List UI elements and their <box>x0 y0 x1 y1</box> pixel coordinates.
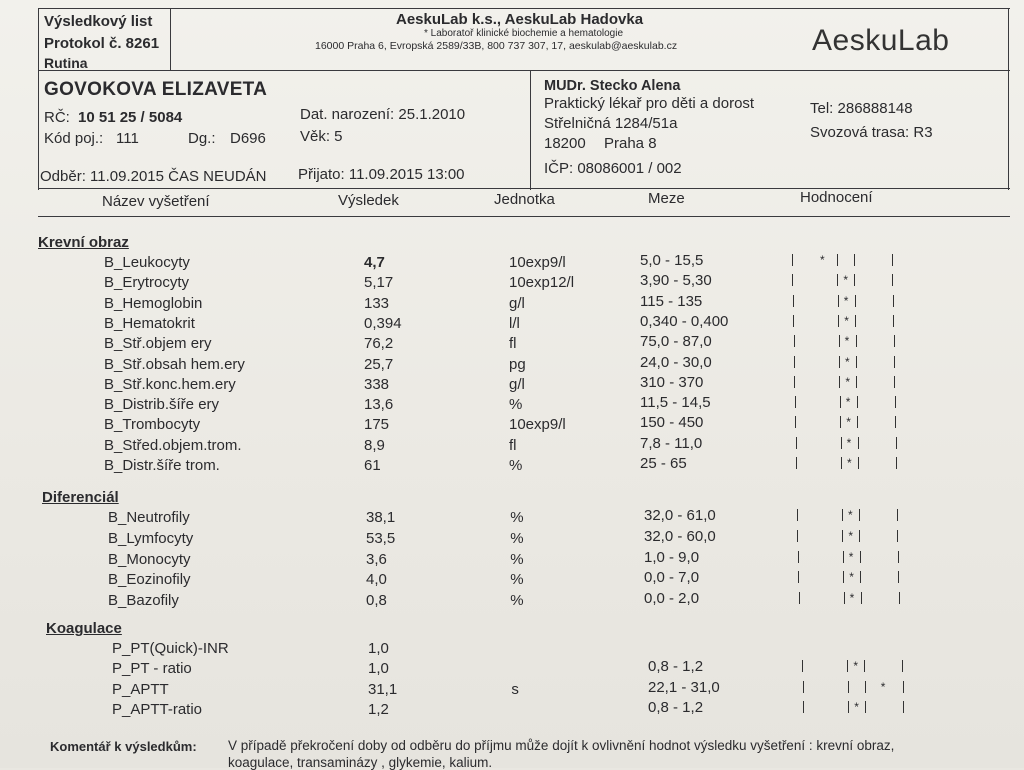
test-name: B_Monocyty <box>108 550 191 568</box>
test-name: B_Stř.objem ery <box>104 335 212 353</box>
eval-interval-tick <box>840 416 841 428</box>
doctor-city: Praha 8 <box>604 135 657 152</box>
lab-subtitle: * Laboratoř klinické biochemie a hematologie <box>424 28 624 39</box>
eval-interval-tick <box>799 592 800 604</box>
eval-interval-tick <box>893 315 894 327</box>
eval-interval-tick <box>797 509 798 521</box>
eval-interval-tick <box>898 551 899 563</box>
eval-interval-tick <box>843 551 844 563</box>
test-result: 53,5 <box>366 529 396 547</box>
test-unit: g/l <box>509 375 525 393</box>
eval-interval-tick <box>839 356 840 368</box>
eval-interval-tick <box>859 509 860 521</box>
header-right-border <box>1008 8 1009 190</box>
doctor-specialty: Praktický lékař pro děti a dorost <box>544 95 755 112</box>
test-name: B_Distr.šíře trom. <box>104 457 220 474</box>
eval-interval-tick <box>848 681 849 693</box>
header-mid-rule <box>38 70 1010 71</box>
column-header-name: Název vyšetření <box>102 193 210 210</box>
patient-name: GOVOKOVA ELIZAVETA <box>44 79 268 100</box>
test-result: 3,6 <box>366 550 387 568</box>
eval-interval-tick <box>903 701 904 713</box>
eval-interval-tick <box>792 254 793 266</box>
test-result: 38,1 <box>366 509 396 526</box>
test-unit: pg <box>509 355 526 373</box>
eval-interval-tick <box>795 396 796 408</box>
eval-marker-normal: * <box>845 354 850 369</box>
header-left-border <box>38 8 39 190</box>
eval-interval-tick <box>796 437 797 449</box>
doctor-phone: Tel: 286888148 <box>810 100 913 117</box>
eval-interval-tick <box>844 592 845 604</box>
eval-interval-tick <box>842 530 843 542</box>
rc-value: 10 51 25 / 5084 <box>78 109 183 126</box>
eval-interval-tick <box>839 335 840 347</box>
eval-marker-normal: * <box>849 570 854 585</box>
test-unit: % <box>509 457 523 474</box>
diagnosis-label: Dg.: <box>188 130 216 147</box>
section-title: Krevní obraz <box>38 234 129 251</box>
eval-interval-tick <box>897 530 898 542</box>
eval-marker-above: * <box>880 679 886 694</box>
test-result: 5,17 <box>364 274 394 292</box>
test-name: B_Trombocyty <box>104 416 201 434</box>
eval-interval-tick <box>794 356 795 368</box>
column-header-result: Výsledek <box>338 192 399 209</box>
test-unit: 10exp9/l <box>509 254 566 271</box>
test-name: P_APTT-ratio <box>112 701 203 719</box>
eval-marker-normal: * <box>853 659 859 674</box>
test-name: B_Eozinofily <box>108 571 191 589</box>
header-top-rule <box>38 8 1010 9</box>
test-name: B_Stř.obsah hem.ery <box>104 355 245 373</box>
eval-interval-tick <box>840 396 841 408</box>
eval-marker-normal: * <box>849 591 855 606</box>
eval-interval-tick <box>902 660 903 672</box>
test-range: 0,0 - 7,0 <box>644 569 700 587</box>
eval-interval-tick <box>896 457 897 469</box>
eval-interval-tick <box>860 551 861 563</box>
test-range: 115 - 135 <box>640 292 703 310</box>
test-result: 76,2 <box>364 335 394 353</box>
eval-interval-tick <box>837 274 838 286</box>
eval-interval-tick <box>892 254 893 266</box>
doctor-zip: 18200 <box>544 135 586 152</box>
test-unit: % <box>510 509 524 526</box>
test-range: 11,5 - 14,5 <box>640 394 711 412</box>
eval-interval-tick <box>894 335 895 347</box>
doctor-street: Střelničná 1284/51a <box>544 115 678 132</box>
test-range: 310 - 370 <box>640 373 704 391</box>
test-range: 1,0 - 9,0 <box>644 548 700 566</box>
test-result: 31,1 <box>368 680 398 698</box>
eval-interval-tick <box>795 416 796 428</box>
eval-interval-tick <box>794 376 795 388</box>
test-name: B_Distrib.šíře ery <box>104 396 220 414</box>
column-header-unit: Jednotka <box>494 191 555 208</box>
test-range: 32,0 - 61,0 <box>644 507 716 524</box>
eval-interval-tick <box>858 437 859 449</box>
test-result: 0,8 <box>366 592 387 610</box>
eval-interval-tick <box>897 509 898 521</box>
comment-line-2: koagulace, transaminázy , glykemie, kalium. <box>228 755 493 770</box>
test-range: 0,8 - 1,2 <box>648 658 704 676</box>
eval-interval-tick <box>802 660 803 672</box>
eval-interval-tick <box>842 509 843 521</box>
eval-marker-normal: * <box>848 528 854 543</box>
test-unit: % <box>510 529 524 547</box>
test-name: B_Střed.objem.trom. <box>104 436 242 454</box>
test-unit: 10exp9/l <box>509 416 566 434</box>
eval-interval-tick <box>857 396 858 408</box>
insurance-label: Kód poj.: <box>44 130 104 147</box>
eval-interval-tick <box>857 416 858 428</box>
eval-interval-tick <box>803 681 804 693</box>
eval-interval-tick <box>865 681 866 693</box>
test-range: 22,1 - 31,0 <box>648 678 720 696</box>
eval-interval-tick <box>798 571 799 583</box>
test-unit: % <box>509 396 523 414</box>
test-range: 75,0 - 87,0 <box>640 333 712 351</box>
eval-interval-tick <box>894 356 895 368</box>
lab-name: AeskuLab k.s., AeskuLab Hadovka <box>396 11 644 28</box>
test-result: 175 <box>364 416 390 434</box>
test-range: 3,90 - 5,30 <box>640 272 712 290</box>
lab-logo: AeskuLab <box>812 24 950 57</box>
eval-interval-tick <box>838 315 839 327</box>
columns-rule <box>38 216 1010 217</box>
comment-line-1: V případě překročení doby od odběru do příjmu může dojít k ovlivnění hodnot výsledku vyšetření : krevní obraz, <box>228 738 895 753</box>
eval-marker-normal: * <box>844 334 850 349</box>
eval-marker-below: * <box>820 253 825 267</box>
route: Svozová trasa: R3 <box>810 124 933 141</box>
eval-interval-tick <box>899 592 900 604</box>
eval-interval-tick <box>794 335 795 347</box>
eval-interval-tick <box>865 701 866 713</box>
eval-marker-normal: * <box>848 508 853 522</box>
birth-date: Dat. narození: 25.1.2010 <box>300 106 466 123</box>
test-result: 4,0 <box>366 571 387 589</box>
diagnosis-value: D696 <box>230 130 266 147</box>
test-range: 150 - 450 <box>640 414 704 432</box>
insurance-value: 111 <box>116 130 139 147</box>
test-range: 24,0 - 30,0 <box>640 353 712 371</box>
eval-interval-tick <box>892 274 893 286</box>
eval-interval-tick <box>797 530 798 542</box>
test-name: P_APTT <box>112 680 169 698</box>
eval-interval-tick <box>860 571 861 583</box>
test-range: 25 - 65 <box>640 455 687 472</box>
comment-label: Komentář k výsledkům: <box>50 739 197 754</box>
test-result: 25,7 <box>364 355 394 373</box>
eval-marker-normal: * <box>843 293 849 308</box>
eval-interval-tick <box>841 457 842 469</box>
column-header-eval: Hodnocení <box>800 189 873 206</box>
doc-type: Výsledkový list <box>44 13 153 30</box>
eval-marker-normal: * <box>843 273 849 288</box>
eval-interval-tick <box>792 274 793 286</box>
header-divider-1 <box>170 8 171 70</box>
test-name: B_Bazofily <box>108 592 179 610</box>
section-title: Koagulace <box>46 620 122 637</box>
column-header-range: Meze <box>648 190 685 207</box>
protocol-number: Protokol č. 8261 <box>44 35 160 52</box>
eval-interval-tick <box>855 315 856 327</box>
eval-interval-tick <box>856 376 857 388</box>
eval-interval-tick <box>856 335 857 347</box>
test-name: B_Stř.konc.hem.ery <box>104 375 236 393</box>
test-range: 5,0 - 15,5 <box>640 252 704 269</box>
eval-marker-normal: * <box>847 456 852 470</box>
test-unit: % <box>510 571 524 589</box>
test-range: 32,0 - 60,0 <box>644 527 716 545</box>
eval-marker-normal: * <box>845 395 851 410</box>
eval-marker-normal: * <box>848 549 854 564</box>
eval-marker-normal: * <box>846 415 851 430</box>
patient-age: Věk: 5 <box>300 128 343 145</box>
test-unit: g/l <box>509 294 525 312</box>
eval-interval-tick <box>854 274 855 286</box>
eval-marker-normal: * <box>854 700 859 715</box>
section-title: Diferenciál <box>42 489 119 506</box>
eval-interval-tick <box>898 571 899 583</box>
eval-marker-normal: * <box>845 374 851 389</box>
test-result: 61 <box>364 457 381 474</box>
doctor-name: MUDr. Stecko Alena <box>544 78 681 94</box>
test-unit: fl <box>509 436 517 454</box>
eval-marker-normal: * <box>846 435 852 450</box>
test-result: 4,7 <box>364 254 385 271</box>
test-name: B_Leukocyty <box>104 254 190 271</box>
test-result: 1,0 <box>368 640 389 657</box>
collection-time: Odběr: 11.09.2015 ČAS NEUDÁN <box>40 168 267 185</box>
eval-interval-tick <box>838 295 839 307</box>
test-result: 13,6 <box>364 396 394 414</box>
routine-label: Rutina <box>44 55 88 71</box>
test-name: P_PT - ratio <box>112 660 192 678</box>
test-unit: s <box>511 680 519 698</box>
header-divider-2 <box>530 70 531 190</box>
test-unit: 10exp12/l <box>509 274 575 292</box>
eval-interval-tick <box>798 551 799 563</box>
eval-interval-tick <box>839 376 840 388</box>
test-result: 133 <box>364 294 390 312</box>
eval-interval-tick <box>895 416 896 428</box>
eval-interval-tick <box>841 437 842 449</box>
test-unit: % <box>510 550 524 568</box>
eval-interval-tick <box>854 254 855 266</box>
test-name: B_Hematokrit <box>104 314 195 332</box>
rc-label: RČ: <box>44 109 70 126</box>
test-name: P_PT(Quick)-INR <box>112 640 229 657</box>
test-result: 338 <box>364 375 390 393</box>
eval-interval-tick <box>793 295 794 307</box>
test-result: 0,394 <box>364 314 402 332</box>
eval-interval-tick <box>859 530 860 542</box>
test-name: B_Erytrocyty <box>104 274 190 292</box>
test-name: B_Neutrofily <box>108 509 190 526</box>
eval-interval-tick <box>861 592 862 604</box>
test-unit: fl <box>509 335 517 353</box>
test-range: 0,340 - 0,400 <box>640 312 729 330</box>
eval-interval-tick <box>864 660 865 672</box>
lab-address: 16000 Praha 6, Evropská 2589/33B, 800 737 307, 17, aeskulab@aeskulab.cz <box>315 40 678 52</box>
eval-interval-tick <box>858 457 859 469</box>
eval-interval-tick <box>893 295 894 307</box>
test-unit: l/l <box>509 314 520 332</box>
eval-interval-tick <box>903 681 904 693</box>
eval-interval-tick <box>856 356 857 368</box>
eval-marker-normal: * <box>844 313 849 328</box>
eval-interval-tick <box>847 660 848 672</box>
doctor-icp: IČP: 08086001 / 002 <box>544 160 682 177</box>
test-name: B_Lymfocyty <box>108 529 194 547</box>
test-result: 8,9 <box>364 436 385 454</box>
eval-interval-tick <box>793 315 794 327</box>
test-unit: % <box>510 592 524 610</box>
test-range: 0,8 - 1,2 <box>648 699 704 717</box>
test-result: 1,0 <box>368 660 389 678</box>
test-result: 1,2 <box>368 701 389 719</box>
eval-interval-tick <box>848 701 849 713</box>
eval-interval-tick <box>803 701 804 713</box>
eval-interval-tick <box>796 457 797 469</box>
test-name: B_Hemoglobin <box>104 294 203 312</box>
test-range: 0,0 - 2,0 <box>644 590 700 608</box>
eval-interval-tick <box>894 376 895 388</box>
eval-interval-tick <box>895 396 896 408</box>
eval-interval-tick <box>896 437 897 449</box>
received-time: Přijato: 11.09.2015 13:00 <box>298 166 465 183</box>
eval-interval-tick <box>843 571 844 583</box>
test-range: 7,8 - 11,0 <box>640 434 703 452</box>
eval-interval-tick <box>855 295 856 307</box>
eval-interval-tick <box>837 254 838 266</box>
